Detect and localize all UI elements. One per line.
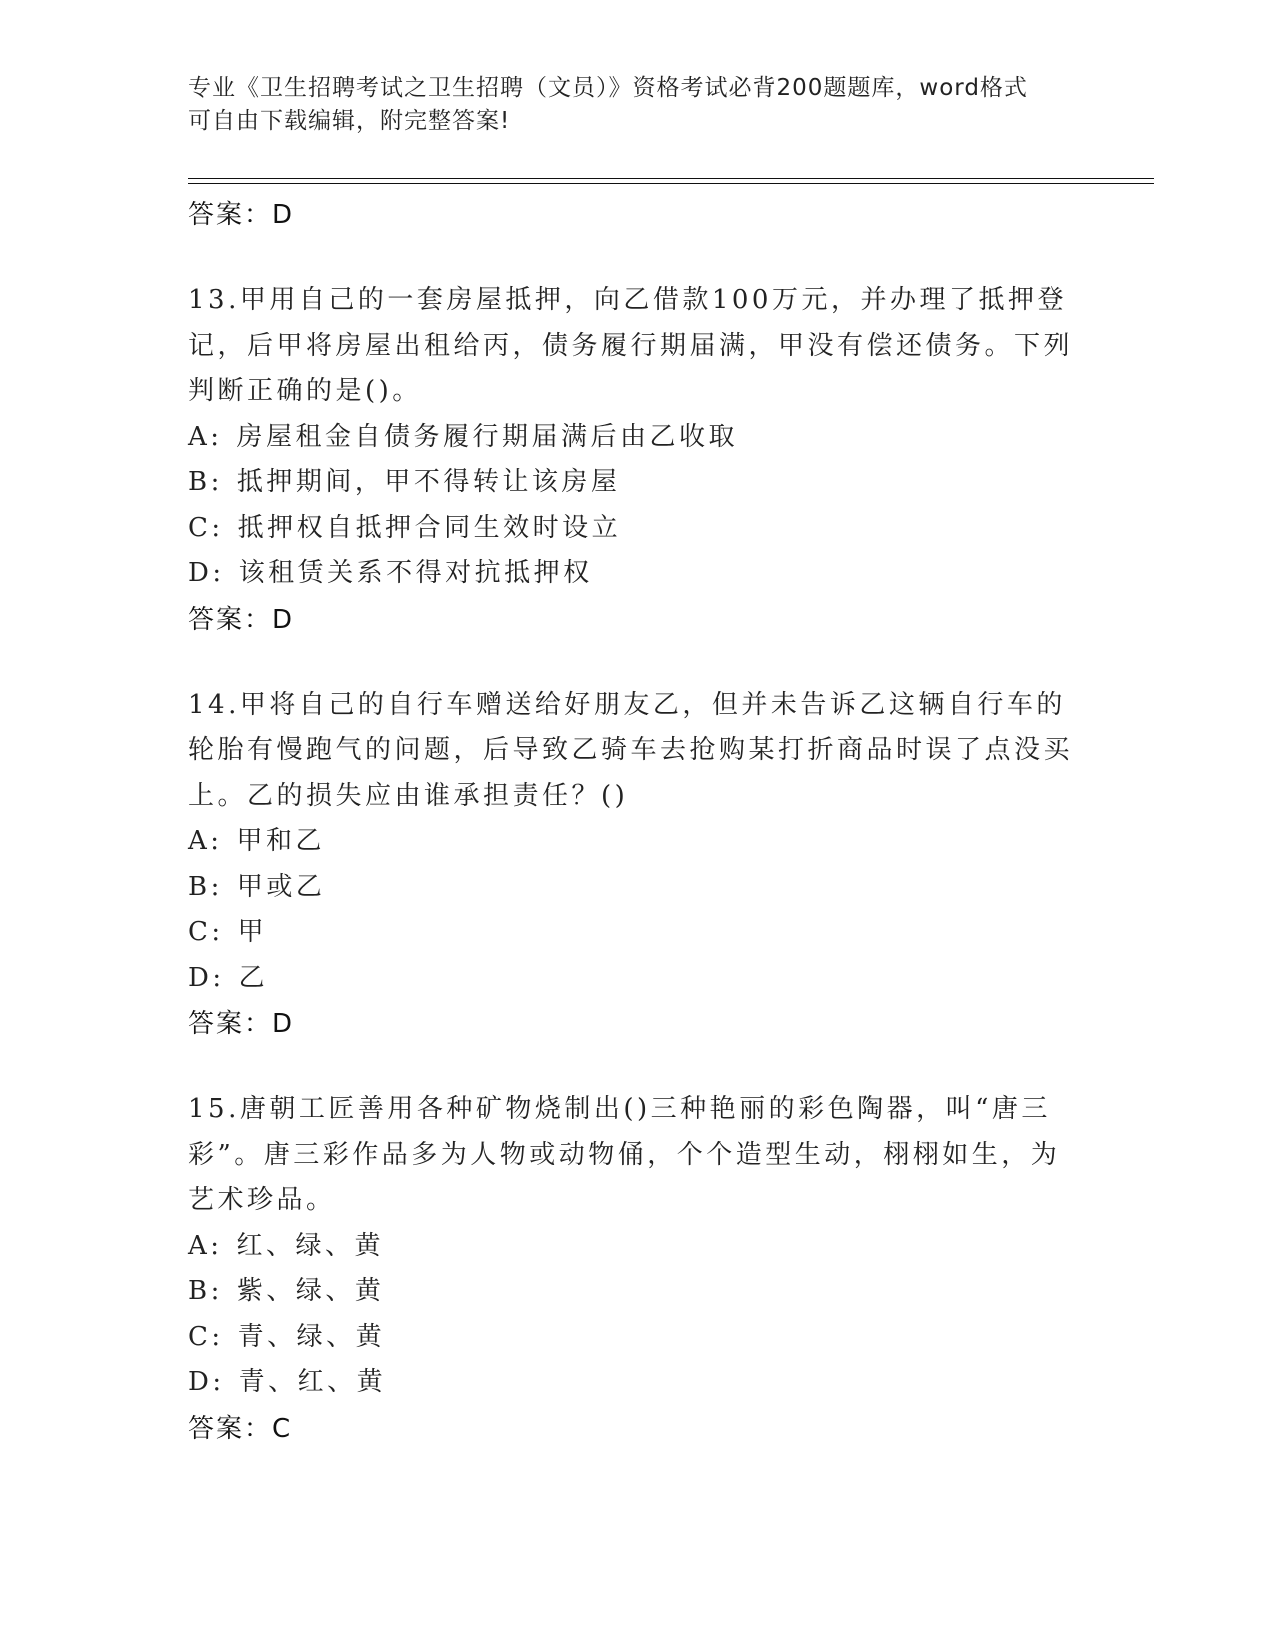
option-text: 抵押期间，甲不得转让该房屋 [236, 467, 621, 497]
option-c [188, 910, 1088, 956]
question-stem: 15.唐朝工匠善用各种矿物烧制出()三种艳丽的彩色陶器，叫“唐三彩”。唐三彩作品多为人物或动物俑，个个造型生动，栩栩如生，为艺术珍品。 [188, 1094, 1061, 1215]
option-a [188, 1224, 1088, 1270]
option-key: D: [188, 558, 225, 588]
header-divider-bottom [188, 183, 1154, 184]
option-d [188, 956, 1088, 1002]
option-text: 青、红、黄 [238, 1367, 387, 1397]
answer-line: 答案：D [188, 200, 295, 230]
question-15 [188, 1087, 1088, 1452]
option-key: C: [188, 1321, 224, 1352]
option-text: 红、绿、黄 [236, 1230, 385, 1261]
option-b [188, 1269, 1088, 1315]
document-body [188, 188, 1088, 1452]
header-line-2: 可自由下载编辑，附完整答案! [188, 108, 511, 134]
option-a [188, 819, 1088, 865]
option-d [188, 1360, 1088, 1406]
option-key: B: [188, 467, 223, 497]
answer-line: 答案：D [188, 1009, 295, 1039]
question-stem: 14.甲将自己的自行车赠送给好朋友乙，但并未告诉乙这辆自行车的轮胎有慢跑气的问题，后导致乙骑车去抢购某打折商品时误了点没买上。乙的损失应由谁承担责任？() [188, 689, 1074, 811]
question-14 [188, 683, 1088, 1048]
option-text: 紫、绿、黄 [236, 1276, 385, 1306]
option-key: C: [188, 917, 224, 947]
answer-line: 答案：D [188, 604, 295, 635]
option-d [188, 551, 1088, 597]
option-text: 甲 [237, 917, 268, 947]
question-stem: 13.甲用自己的一套房屋抵押，向乙借款100万元，并办理了抵押登记，后甲将房屋出租给丙，债务履行期届满，甲没有偿还债务。下列判断正确的是()。 [188, 285, 1074, 406]
document-header [188, 72, 1068, 138]
option-key: D: [188, 962, 225, 993]
option-c [188, 1315, 1088, 1361]
option-a [188, 415, 1088, 461]
option-c [188, 506, 1088, 552]
option-text: 房屋租金自债务履行期届满后由乙收取 [236, 421, 739, 452]
option-key: A: [188, 421, 223, 452]
option-key: D: [188, 1367, 225, 1397]
option-key: A: [188, 1230, 223, 1261]
option-key: B: [188, 1276, 223, 1306]
option-text: 青、绿、黄 [237, 1321, 386, 1352]
answer-line: 答案：C [188, 1413, 293, 1444]
header-line-1: 专业《卫生招聘考试之卫生招聘（文员）》资格考试必背200题题库，word格式 [188, 75, 1028, 101]
question-13 [188, 278, 1088, 643]
option-key: A: [188, 826, 223, 856]
option-key: B: [188, 871, 223, 902]
option-text: 甲和乙 [236, 826, 326, 856]
header-divider-top [188, 178, 1154, 179]
option-b [188, 865, 1088, 911]
option-text: 抵押权自抵押合同生效时设立 [237, 512, 622, 543]
option-text: 甲或乙 [236, 871, 326, 902]
option-text: 该租赁关系不得对抗抵押权 [238, 558, 593, 588]
option-key: C: [188, 512, 224, 543]
option-text: 乙 [238, 962, 269, 993]
option-b [188, 460, 1088, 506]
